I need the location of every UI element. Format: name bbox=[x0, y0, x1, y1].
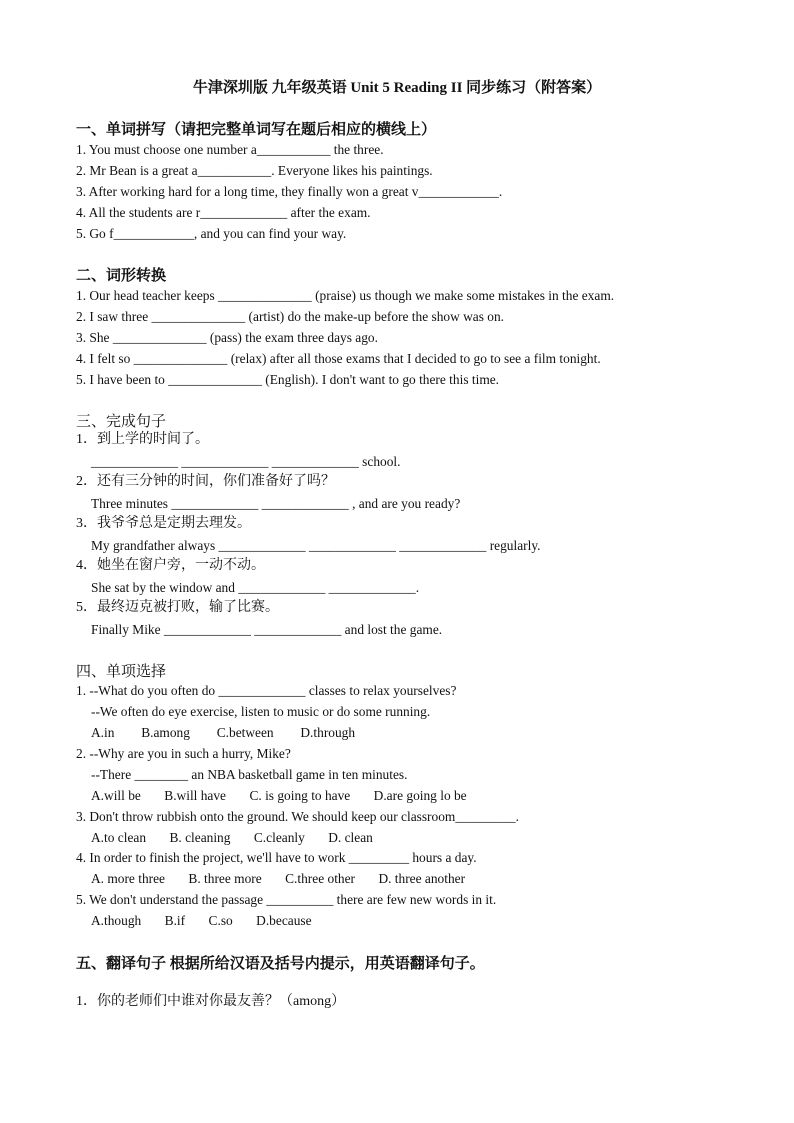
s4-question-1: 1. --What do you often do _____________ classes to relax yourselves? bbox=[76, 683, 457, 698]
s3-item-5-chinese: 5．最终迈克被打败，输了比赛。 bbox=[76, 600, 279, 615]
s2-question-2: 2. I saw three ______________ (artist) do the make-up before the show was on. bbox=[76, 309, 505, 324]
s4-question-1-options: A.in B.among C.between D.through bbox=[91, 725, 356, 740]
s3-item-1-chinese: 1．到上学的时间了。 bbox=[76, 432, 209, 447]
section-4-heading: 四、单项选择 bbox=[76, 664, 167, 680]
s1-question-4: 4. All the students are r_____________ after the exam. bbox=[76, 205, 371, 220]
s1-question-2: 2. Mr Bean is a great a___________. Everyone likes his paintings. bbox=[76, 163, 433, 178]
s4-question-3-options: A.to clean B. cleaning C.cleanly D. clean bbox=[91, 830, 373, 845]
s4-question-4: 4. In order to finish the project, we'll have to work _________ hours a day. bbox=[76, 850, 477, 865]
s4-question-5: 5. We don't understand the passage __________ there are few new words in it. bbox=[76, 892, 497, 907]
s5-question-1: 1．你的老师们中谁对你最友善？（among） bbox=[76, 994, 346, 1009]
s2-question-4: 4. I felt so ______________ (relax) after all those exams that I decided to go to see a film tonight. bbox=[76, 351, 601, 366]
s2-question-1: 1. Our head teacher keeps ______________ (praise) us though we make some mistakes in the exam. bbox=[76, 288, 615, 303]
s4-question-2-options: A.will be B.will have C. is going to have D.are going lo be bbox=[91, 788, 467, 803]
s3-item-5-english: Finally Mike _____________ _____________ and lost the game. bbox=[91, 622, 443, 637]
s3-item-3-chinese: 3．我爷爷总是定期去理发。 bbox=[76, 516, 251, 531]
s4-question-4-options: A. more three B. three more C.three other D. three another bbox=[91, 871, 466, 886]
s1-question-5: 5. Go f____________, and you can find your way. bbox=[76, 226, 347, 241]
s3-item-4-chinese: 4．她坐在窗户旁，一动不动。 bbox=[76, 558, 265, 573]
section-5-heading: 五、翻译句子 根据所给汉语及括号内提示，用英语翻译句子。 bbox=[76, 956, 485, 972]
s4-question-3: 3. Don't throw rubbish onto the ground. We should keep our classroom_________. bbox=[76, 809, 519, 824]
s1-question-3: 3. After working hard for a long time, they finally won a great v____________. bbox=[76, 184, 503, 199]
s4-question-1-reply: --We often do eye exercise, listen to music or do some running. bbox=[91, 704, 431, 719]
s4-question-2-reply: --There ________ an NBA basketball game in ten minutes. bbox=[91, 767, 408, 782]
s3-item-2-english: Three minutes _____________ _____________ , and are you ready? bbox=[91, 496, 461, 511]
s3-item-2-chinese: 2．还有三分钟的时间，你们准备好了吗？ bbox=[76, 474, 335, 489]
section-3-heading: 三、完成句子 bbox=[76, 414, 167, 430]
s3-item-1-english: _____________ _____________ _____________ school. bbox=[91, 454, 401, 469]
s4-question-5-options: A.though B.if C.so D.because bbox=[91, 913, 312, 928]
section-2-heading: 二、词形转换 bbox=[76, 268, 167, 284]
s2-question-3: 3. She ______________ (pass) the exam three days ago. bbox=[76, 330, 378, 345]
s3-item-3-english: My grandfather always _____________ _____________ _____________ regularly. bbox=[91, 538, 541, 553]
section-1-heading: 一、单词拼写（请把完整单词写在题后相应的横线上） bbox=[76, 122, 437, 138]
s1-question-1: 1. You must choose one number a___________ the three. bbox=[76, 142, 384, 157]
s2-question-5: 5. I have been to ______________ (English). I don't want to go there this time. bbox=[76, 372, 500, 387]
s4-question-2: 2. --Why are you in such a hurry, Mike? bbox=[76, 746, 291, 761]
page-title: 牛津深圳版 九年级英语 Unit 5 Reading II 同步练习（附答案） bbox=[192, 80, 602, 96]
s3-item-4-english: She sat by the window and _____________ _____________. bbox=[91, 580, 420, 595]
